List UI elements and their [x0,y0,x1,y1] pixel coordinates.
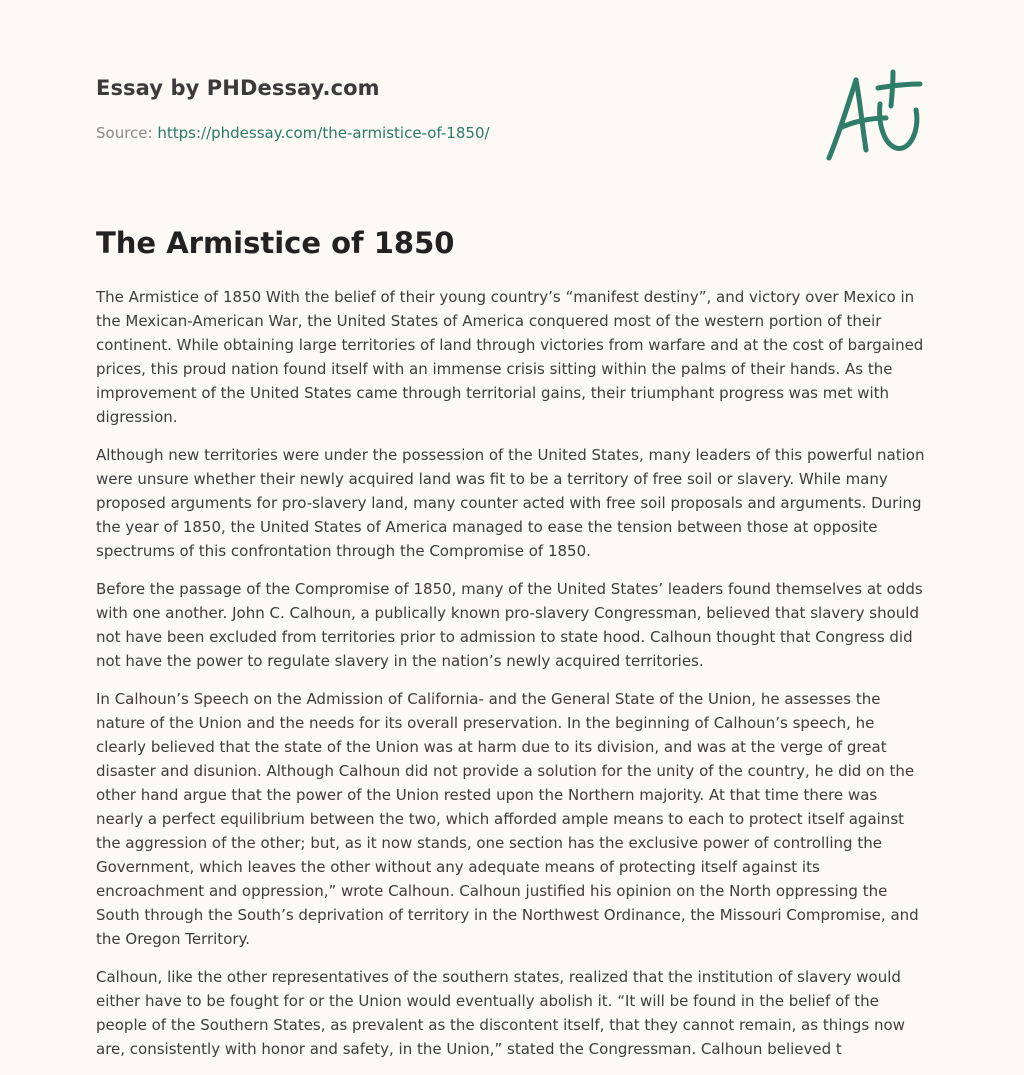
essay-paragraph: Although new territories were under the possession of the United States, many leaders of this powerful nation were unsure whether their newly acquired land was fit to be a territory of free soil or slavery. While many proposed arguments for pro-slavery land, many counter acted with free soil proposals and arguments. During the year of 1850, the United States of America managed to ease the tension between those at opposite spectrums of this confrontation through the Compromise of 1850. [96,446,925,560]
essay-paragraph: In Calhoun’s Speech on the Admission of California- and the General State of the Union, he assesses the nature of the Union and the needs for its overall preservation. In the beginning of Calhoun’s speech, he clearly believed that the state of the Union was at harm due to its division, and was at the verge of great disaster and disunion. Although Calhoun did not provide a solution for the unity of the country, he did on the other hand argue that the power of the Union rested upon the Northern majority. At that time there was nearly a perfect equilibrium between the two, which afforded ample means to each to protect itself against the aggression of the other; but, as it now stands, one section has the exclusive power of controlling the Government, which leaves the other without any adequate means of protecting itself against its encroachment and oppression,” wrote Calhoun. Calhoun justified his opinion on the North oppressing the South through the South’s deprivation of territory in the Northwest Ordinance, the Missouri Compromise, and the Oregon Territory. [96,690,919,948]
site-brand: Essay by PHDessay.com [96,76,380,100]
essay-body [96,285,928,1075]
source-link[interactable]: https://phdessay.com/the-armistice-of-1850/ [157,124,490,142]
essay-title: The Armistice of 1850 [96,226,455,260]
essay-paragraph: The Armistice of 1850 With the belief of their young country’s “manifest destiny”, and victory over Mexico in the Mexican-American War, the United States of America conquered most of the western portion of their continent. While obtaining large territories of land through victories from warfare and at the cost of bargained prices, this proud nation found itself with an immense crisis sitting within the palms of their hands. As the improvement of the United States came through territorial gains, their triumphant progress was met with digression. [96,288,924,426]
a-plus-svg [820,66,930,166]
source-label: Source: [96,124,153,142]
a-plus-grade-logo-icon [820,66,930,166]
essay-paragraph: Calhoun, like the other representatives of the southern states, realized that the institution of slavery would either have to be fought for or the Union would eventually abolish it. “It will be found in the belief of the people of the Southern States, as prevalent as the discontent itself, that they cannot remain, as things now are, consistently with honor and safety, in the Union,” stated the Congressman. Calhoun believed t [96,968,905,1058]
source-line [96,124,490,142]
essay-paragraph: Before the passage of the Compromise of 1850, many of the United States’ leaders found themselves at odds with one another. John C. Calhoun, a publically known pro-slavery Congressman, believed that slavery should not have been excluded from territories prior to admission to state hood. Calhoun thought that Congress did not have the power to regulate slavery in the nation’s newly acquired territories. [96,580,923,670]
